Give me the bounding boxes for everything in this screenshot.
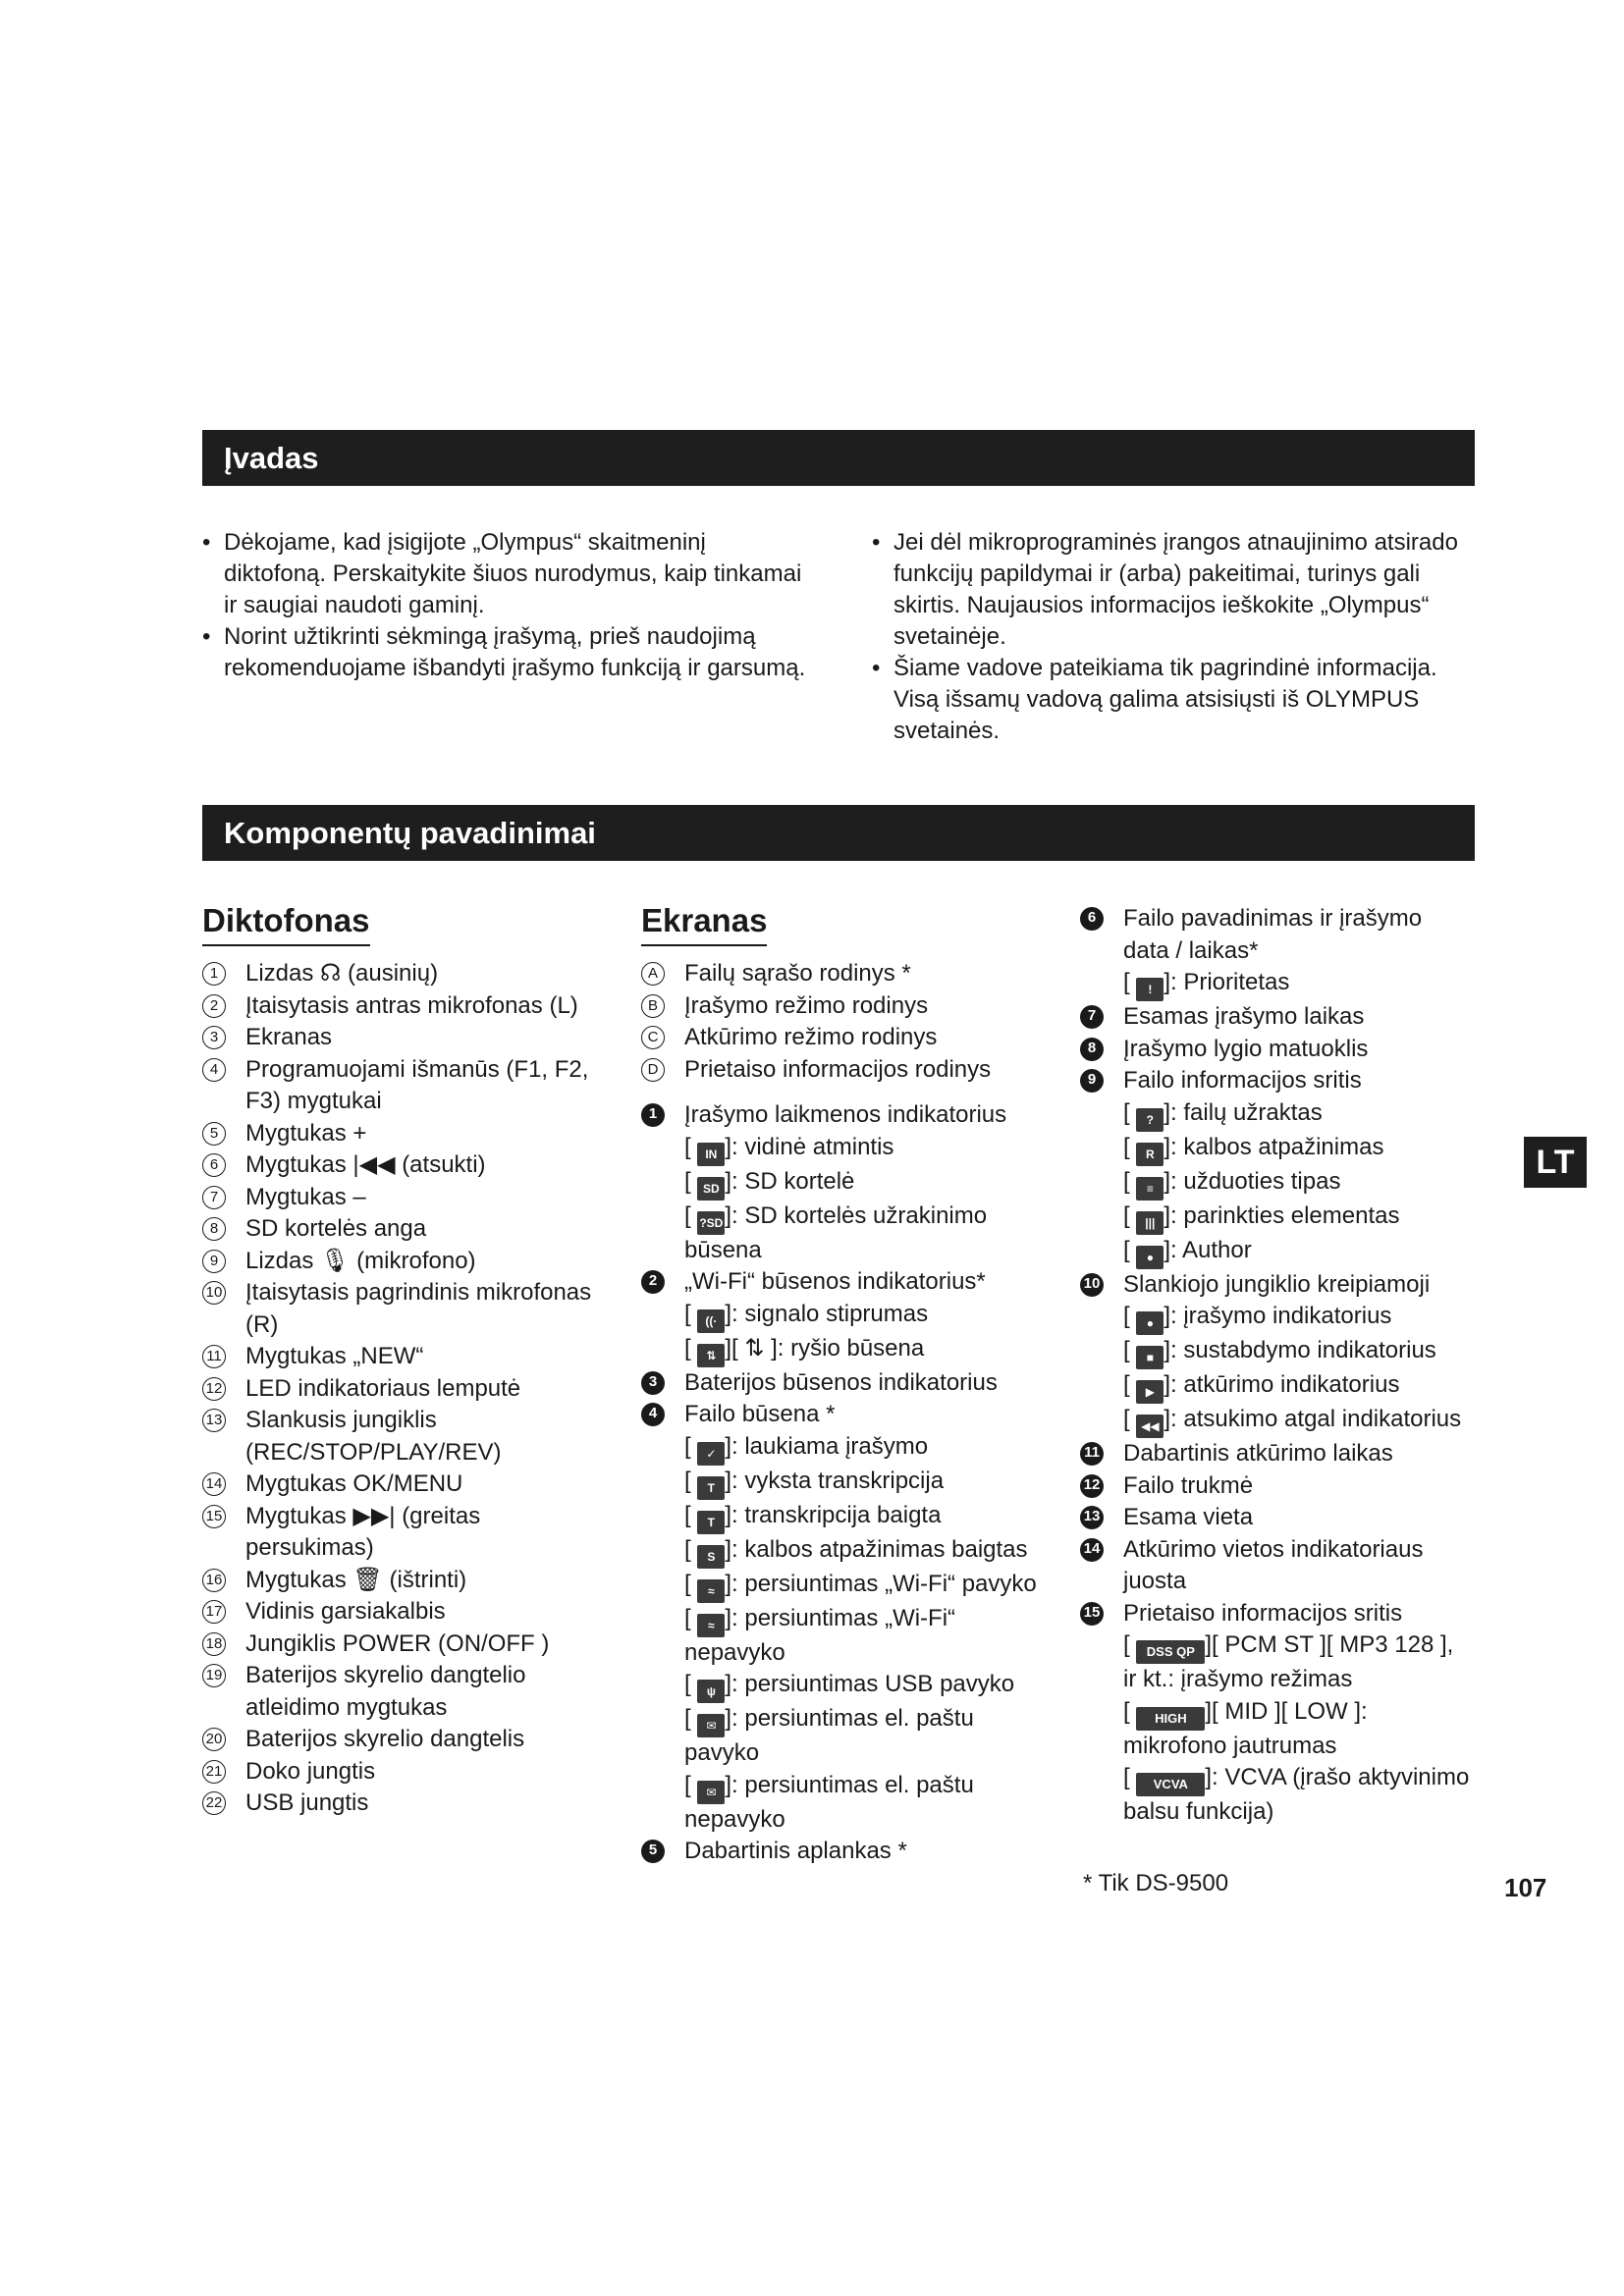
display-indicator-icon: ?SD: [697, 1211, 725, 1235]
display-indicator-icon: DSS QP: [1136, 1640, 1205, 1664]
list-item: [202, 1149, 615, 1182]
item-text: Esamas įrašymo laikas: [1123, 1003, 1365, 1030]
list-item: [202, 1596, 615, 1629]
sub-item: [ ?SD]: SD kortelės užrakinimo būsena: [684, 1201, 988, 1263]
item-number-marker: 6: [202, 1153, 226, 1177]
sub-item-text: ][ MID ][ LOW ]: mikrofono jautrumas: [1123, 1697, 1368, 1759]
list-item: [641, 1022, 1054, 1054]
item-number-marker: 6: [1080, 907, 1104, 931]
item-number-marker: 15: [202, 1505, 226, 1528]
display-indicator-icon: ψ: [697, 1680, 725, 1703]
display-indicator-icon: ✉: [697, 1781, 725, 1804]
display-indicator-icon: R: [1136, 1143, 1164, 1166]
display-indicator-icon: ≈: [697, 1579, 725, 1603]
list-item: [1080, 1470, 1473, 1503]
sub-item-text: ]: vidinė atmintis: [725, 1133, 894, 1160]
item-number-marker: 3: [641, 1371, 665, 1395]
item-text: Ekranas: [245, 1024, 333, 1050]
list-item: [202, 1341, 615, 1373]
sub-item: [ T ]: vyksta transkripcija: [641, 1466, 1054, 1500]
heading-recorder: Diktofonas: [202, 899, 370, 946]
item-number-marker: 8: [202, 1217, 226, 1241]
item-number-marker: 1: [202, 962, 226, 986]
item-text: Baterijos būsenos indikatorius: [684, 1368, 998, 1396]
item-number-marker: 4: [641, 1403, 665, 1426]
list-item: [1080, 1598, 1473, 1630]
sub-item-text: ]: kalbos atpažinimas baigtas: [725, 1535, 1028, 1563]
item-text: Atkūrimo režimo rodinys: [684, 1024, 938, 1050]
item-number-marker: 8: [1080, 1038, 1104, 1061]
list-item: [202, 1246, 615, 1278]
display-indicator-icon: ⇅: [697, 1344, 725, 1367]
sub-item: [ ● ]: Author: [1080, 1235, 1473, 1269]
sub-item: [ ≈ ]: persiuntimas „Wi-Fi“ pavyko: [641, 1569, 1054, 1603]
display-indicator-icon: ≡: [1136, 1177, 1164, 1201]
list-item: [1080, 1001, 1473, 1034]
sub-item-text: ]: Prioritetas: [1164, 969, 1290, 995]
list-item: [1080, 1534, 1473, 1598]
item-text: Atkūrimo vietos indikatoriaus juosta: [1123, 1535, 1424, 1594]
item-text: Mygtukas |◀◀ (atsukti): [245, 1151, 486, 1178]
item-number-marker: 12: [202, 1377, 226, 1401]
item-number-marker: 14: [1080, 1538, 1104, 1562]
sub-item: [ VCVA ]: VCVA (įrašo aktyvinimo balsu funkcija): [1123, 1764, 1470, 1825]
item-number-marker: 2: [641, 1270, 665, 1294]
page-number: 107: [1504, 1873, 1547, 1902]
item-number-marker: 22: [202, 1791, 226, 1815]
list-item: [202, 1660, 615, 1724]
list-item: [202, 1182, 615, 1214]
sub-item-text: ]: laukiama įrašymo: [725, 1432, 929, 1460]
item-number-marker: 18: [202, 1632, 226, 1656]
sub-item-text: ]: Author: [1164, 1236, 1252, 1263]
item-text: Failo būsena *: [684, 1401, 836, 1427]
display-indicator-icon: ?: [1136, 1108, 1164, 1132]
item-text: Prietaiso informacijos sritis: [1123, 1599, 1403, 1627]
item-number-marker: 10: [202, 1281, 226, 1305]
item-text: Failų sąrašo rodinys *: [684, 960, 911, 987]
footnote: * Tik DS-9500: [1083, 1870, 1229, 1896]
sub-item: [ ⇅ ][ ⇅ ]: ryšio būsena: [641, 1333, 1054, 1367]
display-indicator-icon: ▶: [1136, 1380, 1164, 1404]
list-item: [202, 1565, 615, 1597]
item-text: Doko jungtis: [245, 1757, 376, 1785]
sub-item: [ ▶ ]: atkūrimo indikatorius: [1080, 1369, 1473, 1404]
display-indicator-icon: ●: [1136, 1311, 1164, 1335]
item-number-marker: D: [641, 1058, 665, 1082]
list-item: [202, 1373, 615, 1406]
sub-item: [ DSS QP ][ PCM ST ][ MP3 128 ], ir kt.: įrašymo režimas: [1123, 1631, 1454, 1692]
list-item: [1080, 903, 1473, 967]
sub-item-text: ]: persiuntimas el. paštu nepavyko: [684, 1771, 974, 1833]
item-text: Mygtukas „NEW“: [245, 1343, 424, 1369]
list-item: [202, 1118, 615, 1150]
right-bullet: • Jei dėl mikroprograminės įrangos atnaujinimo atsirado funkcijų papildymai ir (arba) pakeitimai, turinys gali skirtis. Naujausios informacijos ieškokite „Olympus“ svetainėje.: [872, 527, 1473, 653]
sub-item: [ ≡ ]: užduoties tipas: [1080, 1166, 1473, 1201]
sub-item: [ ||| ]: parinkties elementas: [1080, 1201, 1473, 1235]
display-indicator-icon: ◀◀: [1136, 1415, 1164, 1438]
sub-item-text: ]: failų užraktas: [1164, 1098, 1323, 1126]
sub-item-text: ]: atsukimo atgal indikatorius: [1164, 1406, 1462, 1432]
list-item: [1080, 1269, 1473, 1302]
heading-screen: Ekranas: [641, 899, 767, 946]
item-text: Dabartinis aplankas *: [684, 1838, 907, 1864]
list-item: [202, 1468, 615, 1501]
sub-item-text: ]: sustabdymo indikatorius: [1164, 1337, 1436, 1363]
item-number-marker: 15: [1080, 1602, 1104, 1626]
list-item: [641, 1836, 1054, 1868]
item-text: LED indikatoriaus lemputė: [245, 1374, 521, 1402]
list-item: [202, 990, 615, 1023]
item-number-marker: 9: [1080, 1069, 1104, 1093]
item-text: Įrašymo režimo rodinys: [684, 991, 929, 1019]
item-number-marker: C: [641, 1026, 665, 1049]
item-text: Failo pavadinimas ir įrašymo data / laikas*: [1123, 905, 1423, 964]
sub-item-text: ]: vyksta transkripcija: [725, 1467, 945, 1494]
sub-item: [ ✓ ]: laukiama įrašymo: [641, 1431, 1054, 1466]
item-text: Mygtukas +: [245, 1119, 367, 1147]
item-number-marker: 14: [202, 1472, 226, 1496]
sub-item-text: ][ ⇅ ]: ryšio būsena: [725, 1334, 925, 1362]
item-number-marker: 20: [202, 1728, 226, 1751]
item-number-marker: 12: [1080, 1474, 1104, 1498]
display-indicator-icon: T: [697, 1476, 725, 1500]
item-text: Įtaisytasis antras mikrofonas (L): [245, 991, 578, 1019]
item-number-marker: 10: [1080, 1273, 1104, 1297]
display-indicator-icon: ✉: [697, 1714, 725, 1737]
list-item: [202, 1277, 615, 1341]
item-text: Jungiklis POWER (ON/OFF ): [245, 1629, 550, 1657]
item-text: „Wi-Fi“ būsenos indikatorius*: [684, 1268, 986, 1295]
sub-item-text: ][ PCM ST ][ MP3 128 ], ir kt.: įrašymo režimas: [1123, 1631, 1454, 1692]
item-number-marker: 3: [202, 1026, 226, 1049]
intro-left: [202, 527, 811, 684]
sub-item: [ T ]: transkripcija baigta: [641, 1500, 1054, 1534]
list-item: [202, 1788, 615, 1820]
sub-item-text: ]: SD kortelės užrakinimo būsena: [684, 1201, 988, 1263]
list-item: [1080, 1502, 1473, 1534]
sub-item: [ ◀◀ ]: atsukimo atgal indikatorius: [1080, 1404, 1473, 1438]
sub-item: [ ? ]: failų užraktas: [1080, 1097, 1473, 1132]
item-number-marker: 19: [202, 1664, 226, 1687]
item-number-marker: 13: [202, 1409, 226, 1432]
display-indicator-icon: T: [697, 1511, 725, 1534]
left-bullet: • Norint užtikrinti sėkmingą įrašymą, prieš naudojimą rekomenduojame išbandyti įrašymo funkciją ir garsumą.: [202, 621, 811, 684]
item-text: Slankiojo jungiklio kreipiamoji: [1123, 1270, 1431, 1298]
item-text: Esama vieta: [1123, 1504, 1254, 1530]
sub-item: [ ✉ ]: persiuntimas el. paštu pavyko: [684, 1705, 974, 1766]
sub-item: [ SD ]: SD kortelė: [641, 1166, 1054, 1201]
sub-item-text: ]: VCVA (įrašo aktyvinimo balsu funkcija): [1123, 1764, 1470, 1825]
item-text: Failo trukmė: [1123, 1471, 1254, 1499]
display-indicator-icon: |||: [1136, 1211, 1164, 1235]
list-item: [202, 1213, 615, 1246]
item-text: Slankusis jungiklis (REC/STOP/PLAY/REV): [245, 1407, 502, 1466]
item-number-marker: 11: [202, 1345, 226, 1368]
display-indicator-icon: !: [1136, 978, 1164, 1001]
item-number-marker: 11: [1080, 1442, 1104, 1466]
list-item: [202, 1629, 615, 1661]
display-indicator-icon: SD: [697, 1177, 725, 1201]
sub-item-text: ]: kalbos atpažinimas: [1164, 1133, 1384, 1160]
sub-item-text: ]: atkūrimo indikatorius: [1164, 1371, 1400, 1398]
language-tab: LT: [1524, 1137, 1587, 1188]
item-text: Lizdas 🎙 (mikrofono): [245, 1247, 476, 1274]
sub-item: [ ● ]: įrašymo indikatorius: [1080, 1301, 1473, 1335]
item-text: Failo informacijos sritis: [1123, 1067, 1362, 1094]
section-title-intro: Įvadas: [202, 430, 1475, 486]
sub-item: [ R ]: kalbos atpažinimas: [1080, 1132, 1473, 1166]
display-indicator-icon: HIGH: [1136, 1707, 1205, 1731]
sub-item-text: ]: įrašymo indikatorius: [1164, 1303, 1392, 1329]
sub-item-text: ]: signalo stiprumas: [725, 1300, 929, 1327]
item-number-marker: 7: [1080, 1005, 1104, 1029]
item-text: Mygtukas 🗑 (ištrinti): [245, 1566, 467, 1593]
display-indicator-icon: ■: [1136, 1346, 1164, 1369]
item-number-marker: 9: [202, 1250, 226, 1273]
item-number-marker: B: [641, 994, 665, 1018]
list-item: [202, 958, 615, 990]
display-indicator-icon: ≈: [697, 1614, 725, 1637]
recorder-list: [202, 958, 615, 1820]
item-text: Įtaisytasis pagrindinis mikrofonas (R): [245, 1279, 592, 1338]
item-text: Lizdas ☊ (ausinių): [245, 960, 439, 987]
sub-item: [ ≈ ]: persiuntimas „Wi-Fi“ nepavyko: [684, 1604, 956, 1666]
list-item: [641, 990, 1054, 1023]
list-item: [202, 1405, 615, 1468]
list-item: [202, 1724, 615, 1756]
sub-item-text: ]: persiuntimas „Wi-Fi“ pavyko: [725, 1570, 1037, 1597]
sub-item: [ ((· ]: signalo stiprumas: [641, 1299, 1054, 1333]
display-indicator-icon: ●: [1136, 1246, 1164, 1269]
sub-item-text: ]: transkripcija baigta: [725, 1501, 942, 1528]
item-text: Įrašymo laikmenos indikatorius: [684, 1101, 1007, 1128]
item-number-marker: 2: [202, 994, 226, 1018]
sub-item: [ HIGH ][ MID ][ LOW ]: mikrofono jautrumas: [1123, 1697, 1368, 1759]
list-item: [202, 1756, 615, 1789]
item-number-marker: 13: [1080, 1506, 1104, 1529]
item-text: Vidinis garsiakalbis: [245, 1598, 446, 1625]
display-indicator-icon: VCVA: [1136, 1773, 1205, 1796]
item-text: Baterijos skyrelio dangtelio atleidimo mygtukas: [245, 1662, 526, 1721]
item-number-marker: 21: [202, 1760, 226, 1784]
screen-list-continued: [1080, 903, 1473, 1829]
display-indicator-icon: ((·: [697, 1309, 725, 1333]
item-number-marker: 17: [202, 1600, 226, 1624]
item-text: Programuojami išmanūs (F1, F2, F3) mygtukai: [245, 1055, 589, 1114]
left-bullet: • Dėkojame, kad įsigijote „Olympus“ skaitmeninį diktofoną. Perskaitykite šiuos nurodymus, kaip tinkamai ir saugiai naudoti gaminį.: [202, 527, 811, 621]
sub-item-text: ]: persiuntimas „Wi-Fi“ nepavyko: [684, 1604, 956, 1666]
item-text: Prietaiso informacijos rodinys: [684, 1055, 992, 1083]
sub-item-text: ]: persiuntimas USB pavyko: [725, 1671, 1015, 1697]
list-item: [1080, 1065, 1473, 1097]
list-item: [202, 1501, 615, 1565]
display-indicator-icon: ✓: [697, 1442, 725, 1466]
sub-item-text: ]: parinkties elementas: [1164, 1201, 1400, 1229]
sub-item-text: ]: užduoties tipas: [1164, 1167, 1341, 1195]
intro-right: [872, 527, 1473, 747]
section-title-components: Komponentų pavadinimai: [202, 805, 1475, 861]
sub-item: [ ✉ ]: persiuntimas el. paštu nepavyko: [684, 1771, 974, 1833]
list-item: [641, 1266, 1054, 1299]
item-number-marker: 4: [202, 1058, 226, 1082]
item-text: Mygtukas ▶▶| (greitas persukimas): [245, 1502, 481, 1561]
list-item: [641, 1054, 1054, 1087]
item-text: Įrašymo lygio matuoklis: [1123, 1035, 1369, 1062]
list-item: [202, 1022, 615, 1054]
item-number-marker: A: [641, 962, 665, 986]
right-bullet: • Šiame vadove pateikiama tik pagrindinė informacija. Visą išsamų vadovą galima atsisiųsti iš OLYMPUS svetainės.: [872, 653, 1473, 747]
list-item: [202, 1054, 615, 1118]
list-item: [641, 958, 1054, 990]
item-text: Baterijos skyrelio dangtelis: [245, 1726, 525, 1752]
screen-list: [641, 958, 1054, 1868]
list-item: [1080, 1438, 1473, 1470]
item-text: Mygtukas OK/MENU: [245, 1470, 463, 1497]
item-number-marker: 16: [202, 1569, 226, 1592]
item-number-marker: 5: [202, 1122, 226, 1146]
item-number-marker: 1: [641, 1103, 665, 1127]
sub-item: [ IN ]: vidinė atmintis: [641, 1132, 1054, 1166]
item-text: USB jungtis: [245, 1789, 369, 1816]
sub-item: [ S ]: kalbos atpažinimas baigtas: [641, 1534, 1054, 1569]
sub-item-text: ]: SD kortelė: [725, 1167, 855, 1195]
item-text: SD kortelės anga: [245, 1215, 427, 1242]
sub-item: [ ■ ]: sustabdymo indikatorius: [1080, 1335, 1473, 1369]
item-number-marker: 5: [641, 1840, 665, 1863]
item-text: Mygtukas –: [245, 1183, 366, 1210]
sub-item: [ ψ ]: persiuntimas USB pavyko: [641, 1669, 1054, 1703]
list-item: [641, 1367, 1054, 1400]
list-item: [1080, 1034, 1473, 1066]
sub-item: [ ! ]: Prioritetas: [1080, 967, 1473, 1001]
list-item: [641, 1099, 1054, 1132]
display-indicator-icon: IN: [697, 1143, 725, 1166]
item-number-marker: 7: [202, 1186, 226, 1209]
list-item: [641, 1399, 1054, 1431]
item-text: Dabartinis atkūrimo laikas: [1123, 1440, 1393, 1467]
display-indicator-icon: S: [697, 1545, 725, 1569]
sub-item-text: ]: persiuntimas el. paštu pavyko: [684, 1705, 974, 1766]
